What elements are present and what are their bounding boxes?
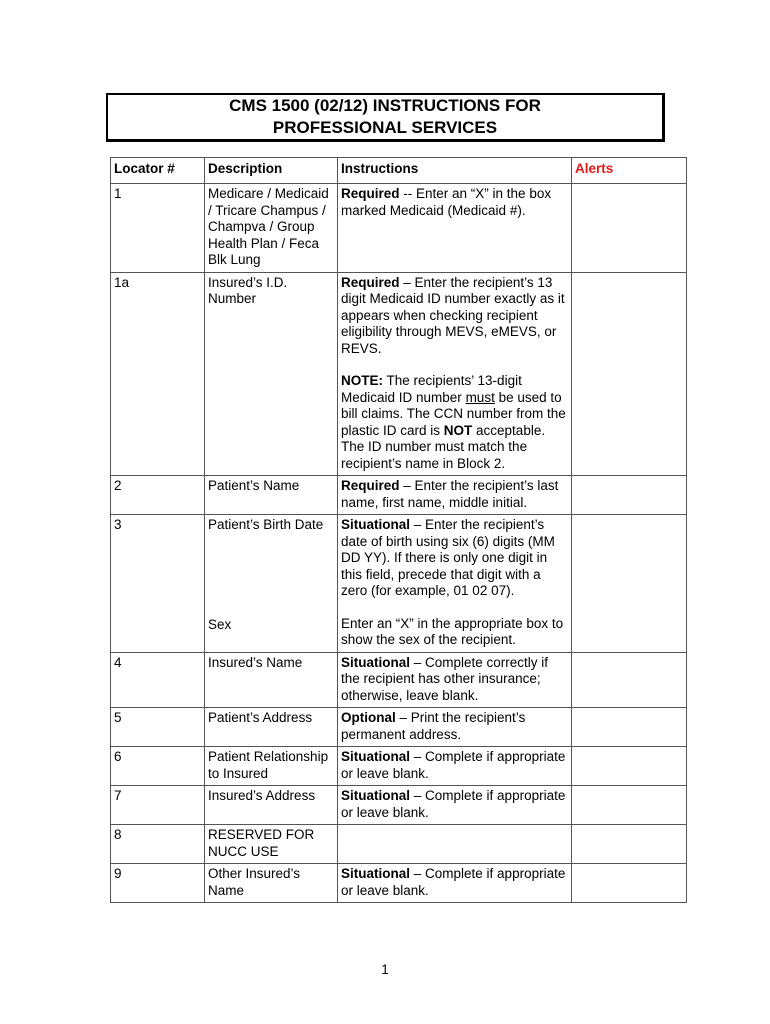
note-paragraph	[341, 373, 568, 472]
instruction-text: – Print the recipient’s permanent address.	[341, 710, 526, 742]
locator-cell: 1a	[111, 272, 205, 476]
requirement-label: Situational	[341, 654, 411, 670]
document-title-line-2: PROFESSIONAL SERVICES	[272, 118, 498, 137]
column-header-description: Description	[205, 158, 338, 184]
alerts-cell	[572, 747, 687, 786]
requirement-label: Situational	[341, 788, 411, 803]
description-text: Patient’s Birth Date	[208, 517, 324, 532]
note-label: NOTE:	[341, 373, 383, 388]
description-cell: Patient’s Address	[205, 708, 338, 747]
instruction-text: – Enter the recipient’s 13 digit Medicaid ID number exactly as it appears when checking recipient eligibility through MEVS, eMEVS, or REVS.	[341, 274, 565, 356]
document-title-line-1: CMS 1500 (02/12) INSTRUCTIONS FOR	[229, 96, 541, 115]
note-text: The recipients’ 13-digit Medicaid ID number	[341, 373, 522, 405]
instructions-cell	[338, 708, 572, 747]
instruction-text: – Complete if appropriate or leave blank.	[341, 866, 566, 898]
instructions-cell	[338, 864, 572, 903]
note-text: be used to bill claims. The CCN number from the plastic ID card is	[341, 389, 566, 438]
alerts-cell	[572, 515, 687, 653]
alerts-cell	[572, 864, 687, 903]
requirement-label: Optional	[341, 710, 396, 725]
table-row	[111, 476, 687, 515]
description-cell: Patient Relationship to Insured	[205, 747, 338, 786]
alerts-cell	[572, 786, 687, 825]
note-emphasis-must: must	[465, 389, 495, 405]
description-cell: Insured’s Name	[205, 652, 338, 708]
locator-cell: 1	[111, 184, 205, 273]
alerts-cell	[572, 272, 687, 476]
description-cell: RESERVED FOR NUCC USE	[205, 825, 338, 864]
instruction-text: – Complete if appropriate or leave blank.	[341, 788, 566, 820]
description-cell: Insured’s I.D. Number	[205, 272, 338, 476]
table-header-row	[111, 158, 687, 184]
instructions-cell	[338, 515, 572, 653]
document-title-box	[106, 93, 665, 142]
locator-cell: 8	[111, 825, 205, 864]
column-header-instructions: Instructions	[338, 158, 572, 184]
table-row	[111, 515, 687, 653]
description-cell: Medicare / Medicaid / Tricare Champus / Champva / Group Health Plan / Feca Blk Lung	[205, 184, 338, 273]
table-row	[111, 184, 687, 273]
instruction-text: – Enter the recipient’s date of birth using six (6) digits (MM DD YY). If there is only one digit in this field, precede that digit with a zero (for example, 01 02 07).	[341, 517, 555, 598]
note-text: acceptable. The ID number must match the recipient’s name in Block 2.	[341, 422, 546, 471]
description-cell: Other Insured’s Name	[205, 864, 338, 903]
requirement-label: Situational	[341, 749, 411, 764]
requirement-label: Situational	[341, 866, 411, 881]
column-header-locator: Locator #	[111, 158, 205, 184]
page-number: 1	[381, 962, 389, 977]
locator-cell: 9	[111, 864, 205, 903]
description-cell	[205, 515, 338, 653]
table-row	[111, 825, 687, 864]
table-row	[111, 864, 687, 903]
locator-cell: 2	[111, 476, 205, 515]
locator-cell: 4	[111, 652, 205, 708]
sex-instruction-text: Enter an “X” in the appropriate box to show the sex of the recipient.	[341, 615, 564, 647]
requirement-label: Required	[341, 478, 400, 493]
instruction-text: – Complete correctly if the recipient has other insurance; otherwise, leave blank.	[341, 654, 549, 703]
instruction-text: – Enter the recipient’s last name, first name, middle initial.	[341, 478, 559, 510]
requirement-label: Required	[341, 274, 400, 290]
instructions-cell	[338, 652, 572, 708]
table-row	[111, 652, 687, 708]
requirement-label: Situational	[341, 517, 411, 532]
table-row	[111, 747, 687, 786]
sub-description-sex: Sex	[208, 616, 232, 632]
column-header-alerts: Alerts	[572, 158, 687, 184]
instructions-cell	[338, 786, 572, 825]
alerts-cell	[572, 825, 687, 864]
table-row	[111, 708, 687, 747]
table-row	[111, 786, 687, 825]
instructions-cell	[338, 272, 572, 476]
instruction-text: -- Enter an “X” in the box marked Medicaid (Medicaid #).	[341, 186, 552, 218]
requirement-label: Required	[341, 186, 400, 201]
locator-cell: 3	[111, 515, 205, 653]
table-row	[111, 272, 687, 476]
instructions-cell	[338, 747, 572, 786]
instructions-cell	[338, 184, 572, 273]
instruction-text: – Complete if appropriate or leave blank.	[341, 749, 566, 781]
alerts-cell	[572, 184, 687, 273]
instructions-cell	[338, 825, 572, 864]
locator-cell: 5	[111, 708, 205, 747]
locator-cell: 6	[111, 747, 205, 786]
locator-cell: 7	[111, 786, 205, 825]
instructions-cell	[338, 476, 572, 515]
description-cell: Insured’s Address	[205, 786, 338, 825]
note-emphasis-not: NOT	[443, 422, 473, 438]
instructions-table	[110, 157, 687, 903]
description-cell: Patient’s Name	[205, 476, 338, 515]
alerts-cell	[572, 476, 687, 515]
alerts-cell	[572, 652, 687, 708]
alerts-cell	[572, 708, 687, 747]
